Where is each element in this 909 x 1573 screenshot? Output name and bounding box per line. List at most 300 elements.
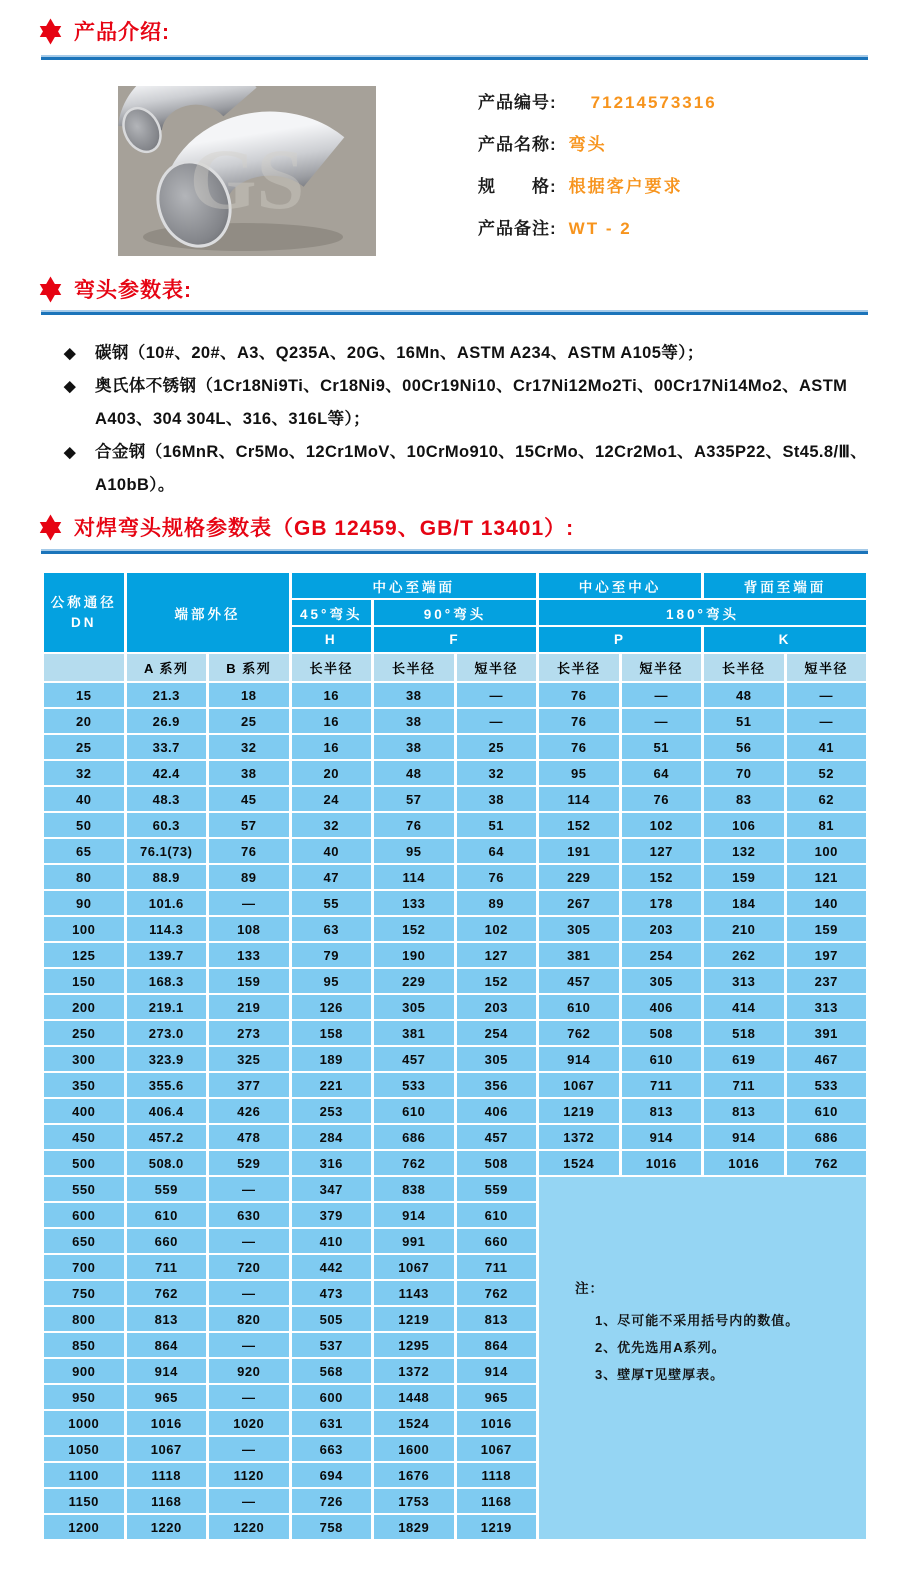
notes-cell — [539, 1177, 866, 1539]
table-cell: 70 — [704, 761, 784, 785]
table-row — [44, 917, 866, 941]
table-cell: 76 — [622, 787, 702, 811]
table-cell: 89 — [457, 891, 537, 915]
table-cell: 1016 — [457, 1411, 537, 1435]
table-cell: 473 — [292, 1281, 372, 1305]
subheader-short-radius: 短半径 — [457, 654, 537, 681]
table-row — [44, 1099, 866, 1123]
table-cell: 457 — [457, 1125, 537, 1149]
table-cell: 25 — [209, 709, 289, 733]
spec-table-body — [44, 683, 866, 1539]
table-cell: 813 — [704, 1099, 784, 1123]
table-cell: 1220 — [127, 1515, 207, 1539]
table-cell: 50 — [44, 813, 124, 837]
table-cell: 850 — [44, 1333, 124, 1357]
table-cell: 95 — [292, 969, 372, 993]
col-header-dn-line1: 公称通径 — [50, 594, 117, 610]
table-cell: 1067 — [127, 1437, 207, 1461]
material-text: 奥氏体不锈钢（1Cr18Ni9Ti、Cr18Ni9、00Cr19Ni10、Cr17Ni12Mo2Ti、00Cr17Ni14Mo2、ASTM A403、304 304L、316、316L等）； — [95, 377, 848, 428]
table-cell: 51 — [704, 709, 784, 733]
table-cell: 467 — [787, 1047, 867, 1071]
table-cell: 132 — [704, 839, 784, 863]
section-heading-params — [38, 274, 192, 304]
field-label: 产品备注: — [478, 219, 557, 238]
table-cell: 610 — [457, 1203, 537, 1227]
table-row — [44, 1151, 866, 1175]
table-cell: 1524 — [539, 1151, 619, 1175]
table-cell: 505 — [292, 1307, 372, 1331]
table-cell: 1118 — [127, 1463, 207, 1487]
note-item: 3、壁厚T见壁厚表。 — [595, 1367, 725, 1382]
table-cell: 381 — [539, 943, 619, 967]
table-cell: 1100 — [44, 1463, 124, 1487]
table-cell: 229 — [374, 969, 454, 993]
table-cell: 32 — [209, 735, 289, 759]
table-cell: 184 — [704, 891, 784, 915]
table-cell: 125 — [44, 943, 124, 967]
table-cell: 355.6 — [127, 1073, 207, 1097]
subheader-long-radius: 长半径 — [704, 654, 784, 681]
table-cell: 610 — [374, 1099, 454, 1123]
table-cell: 750 — [44, 1281, 124, 1305]
table-cell: 152 — [622, 865, 702, 889]
table-cell: 189 — [292, 1047, 372, 1071]
table-cell: 619 — [704, 1047, 784, 1071]
table-cell: 254 — [622, 943, 702, 967]
table-cell: 762 — [539, 1021, 619, 1045]
table-cell: 820 — [209, 1307, 289, 1331]
table-cell: 40 — [292, 839, 372, 863]
table-cell: 610 — [622, 1047, 702, 1071]
table-cell: 42.4 — [127, 761, 207, 785]
col-header-elbow-180: 180°弯头 — [539, 600, 866, 625]
table-row — [44, 865, 866, 889]
table-cell: 813 — [622, 1099, 702, 1123]
table-cell: 900 — [44, 1359, 124, 1383]
field-label: 规 格: — [478, 177, 557, 196]
table-cell: 64 — [457, 839, 537, 863]
table-cell: 1219 — [374, 1307, 454, 1331]
table-cell: 38 — [457, 787, 537, 811]
table-row — [44, 891, 866, 915]
table-cell: 711 — [622, 1073, 702, 1097]
col-header-back-to-end: 背面至端面 — [704, 573, 866, 598]
subheader-short-radius: 短半径 — [787, 654, 867, 681]
table-cell: 79 — [292, 943, 372, 967]
table-cell: 219.1 — [127, 995, 207, 1019]
table-cell: 414 — [704, 995, 784, 1019]
table-cell: 140 — [787, 891, 867, 915]
field-value: 弯头 — [568, 135, 607, 154]
col-header-center-to-center: 中心至中心 — [539, 573, 701, 598]
table-cell: 126 — [292, 995, 372, 1019]
table-cell: 20 — [292, 761, 372, 785]
subheader-series-a: A 系列 — [127, 654, 207, 681]
table-cell: 426 — [209, 1099, 289, 1123]
table-cell: 152 — [374, 917, 454, 941]
table-cell: 48 — [374, 761, 454, 785]
table-cell: 16 — [292, 709, 372, 733]
table-cell: 914 — [127, 1359, 207, 1383]
table-cell: 1067 — [457, 1437, 537, 1461]
table-cell: 102 — [457, 917, 537, 941]
table-cell: 1016 — [704, 1151, 784, 1175]
table-cell: 76 — [374, 813, 454, 837]
table-cell: 356 — [457, 1073, 537, 1097]
table-cell: 114.3 — [127, 917, 207, 941]
elbow-photo-graphic — [118, 86, 376, 256]
field-value: 根据客户要求 — [568, 177, 683, 196]
subheader-long-radius: 长半径 — [539, 654, 619, 681]
table-cell: 631 — [292, 1411, 372, 1435]
table-row — [44, 787, 866, 811]
table-cell: 95 — [539, 761, 619, 785]
table-cell: — — [209, 1385, 289, 1409]
notes-title: 注： — [575, 1281, 604, 1296]
materials-list — [62, 337, 868, 502]
table-subheader-row — [44, 654, 866, 681]
table-cell: 711 — [704, 1073, 784, 1097]
col-header-elbow-90: 90°弯头 — [374, 600, 536, 625]
table-cell: 20 — [44, 709, 124, 733]
table-cell: 51 — [622, 735, 702, 759]
table-cell: 40 — [44, 787, 124, 811]
table-cell: 76 — [539, 709, 619, 733]
table-cell: 24 — [292, 787, 372, 811]
section-heading-intro — [38, 16, 170, 46]
table-cell: 410 — [292, 1229, 372, 1253]
table-cell: 25 — [457, 735, 537, 759]
star-icon — [38, 514, 63, 541]
field-label: 产品名称: — [478, 135, 557, 154]
table-cell: — — [622, 683, 702, 707]
table-cell: 80 — [44, 865, 124, 889]
diamond-bullet-icon: ◆ — [64, 378, 76, 395]
table-cell: 47 — [292, 865, 372, 889]
col-header-dn-line2: DN — [71, 614, 97, 630]
table-cell: 508 — [457, 1151, 537, 1175]
table-cell: 313 — [787, 995, 867, 1019]
table-cell: 442 — [292, 1255, 372, 1279]
table-cell: 313 — [704, 969, 784, 993]
material-text: 合金钢（16MnR、Cr5Mo、12Cr1MoV、10CrMo910、15CrMo、12Cr2Mo1、A335P22、St45.8/Ⅲ、A10bB）。 — [95, 443, 868, 494]
note-item: 1、尽可能不采用括号内的数值。 — [595, 1313, 800, 1328]
field-row — [478, 130, 717, 154]
table-cell: 1372 — [374, 1359, 454, 1383]
table-cell: 221 — [292, 1073, 372, 1097]
section-heading-spec — [38, 512, 574, 542]
table-cell: 533 — [787, 1073, 867, 1097]
field-row — [478, 214, 717, 238]
table-cell: 200 — [44, 995, 124, 1019]
table-cell: 114 — [374, 865, 454, 889]
table-cell: 1067 — [539, 1073, 619, 1097]
table-cell: 400 — [44, 1099, 124, 1123]
table-cell: 32 — [44, 761, 124, 785]
table-cell: 76 — [457, 865, 537, 889]
product-photo — [118, 86, 376, 256]
table-cell: 237 — [787, 969, 867, 993]
table-cell: 273.0 — [127, 1021, 207, 1045]
table-cell: 52 — [787, 761, 867, 785]
table-cell: 1000 — [44, 1411, 124, 1435]
col-header-dn — [44, 573, 124, 652]
table-cell: — — [209, 1333, 289, 1357]
table-cell: — — [209, 1437, 289, 1461]
table-cell: 1448 — [374, 1385, 454, 1409]
table-cell: 406 — [457, 1099, 537, 1123]
table-cell: 76 — [539, 683, 619, 707]
subheader-long-radius: 长半径 — [292, 654, 372, 681]
note-item: 2、优先选用A系列。 — [595, 1340, 726, 1355]
table-cell: 90 — [44, 891, 124, 915]
table-cell: 76 — [539, 735, 619, 759]
col-header-f: F — [374, 627, 536, 652]
table-cell: 686 — [374, 1125, 454, 1149]
table-cell: 305 — [374, 995, 454, 1019]
table-cell: 219 — [209, 995, 289, 1019]
table-cell: 273 — [209, 1021, 289, 1045]
table-cell: 168.3 — [127, 969, 207, 993]
table-cell: 114 — [539, 787, 619, 811]
table-cell: 650 — [44, 1229, 124, 1253]
table-cell: 694 — [292, 1463, 372, 1487]
table-cell: 406.4 — [127, 1099, 207, 1123]
table-cell: 152 — [457, 969, 537, 993]
table-cell: 121 — [787, 865, 867, 889]
subheader-series-b: B 系列 — [209, 654, 289, 681]
table-cell: 158 — [292, 1021, 372, 1045]
table-cell: 25 — [44, 735, 124, 759]
table-cell: 48.3 — [127, 787, 207, 811]
table-cell: 500 — [44, 1151, 124, 1175]
table-row — [44, 1177, 866, 1201]
table-cell: 568 — [292, 1359, 372, 1383]
table-cell: 450 — [44, 1125, 124, 1149]
table-cell: 350 — [44, 1073, 124, 1097]
table-cell: — — [457, 709, 537, 733]
field-row — [478, 88, 717, 112]
table-cell: 81 — [787, 813, 867, 837]
table-cell: 391 — [787, 1021, 867, 1045]
table-row — [44, 709, 866, 733]
table-cell: 762 — [787, 1151, 867, 1175]
table-cell: 267 — [539, 891, 619, 915]
table-cell: — — [209, 1229, 289, 1253]
table-row — [44, 683, 866, 707]
table-cell: 305 — [539, 917, 619, 941]
table-cell: — — [209, 1281, 289, 1305]
table-cell: 686 — [787, 1125, 867, 1149]
table-cell: 518 — [704, 1021, 784, 1045]
table-cell: 550 — [44, 1177, 124, 1201]
table-cell: 600 — [292, 1385, 372, 1409]
table-cell: 457.2 — [127, 1125, 207, 1149]
table-cell: 965 — [457, 1385, 537, 1409]
table-cell: 700 — [44, 1255, 124, 1279]
table-cell: 108 — [209, 917, 289, 941]
material-item — [62, 337, 868, 370]
watermark-text: GS — [189, 131, 305, 227]
table-cell: 62 — [787, 787, 867, 811]
table-cell: 16 — [292, 735, 372, 759]
table-cell: 127 — [622, 839, 702, 863]
table-cell: 864 — [127, 1333, 207, 1357]
table-cell: 106 — [704, 813, 784, 837]
table-cell: 41 — [787, 735, 867, 759]
table-cell: 63 — [292, 917, 372, 941]
table-cell: 191 — [539, 839, 619, 863]
table-cell: 838 — [374, 1177, 454, 1201]
table-cell: 305 — [622, 969, 702, 993]
table-cell: 762 — [127, 1281, 207, 1305]
table-cell: 1524 — [374, 1411, 454, 1435]
table-cell: 864 — [457, 1333, 537, 1357]
table-cell: — — [787, 709, 867, 733]
table-cell: 610 — [539, 995, 619, 1019]
table-cell: 508 — [622, 1021, 702, 1045]
table-cell: 56 — [704, 735, 784, 759]
table-cell: 663 — [292, 1437, 372, 1461]
table-cell: 762 — [374, 1151, 454, 1175]
table-cell: 1020 — [209, 1411, 289, 1435]
table-cell: 377 — [209, 1073, 289, 1097]
col-header-elbow-45: 45°弯头 — [292, 600, 372, 625]
table-cell: 1120 — [209, 1463, 289, 1487]
field-row — [478, 172, 717, 196]
table-cell: 159 — [209, 969, 289, 993]
table-cell: 1168 — [127, 1489, 207, 1513]
table-cell: 457 — [539, 969, 619, 993]
table-cell: 250 — [44, 1021, 124, 1045]
table-cell: 914 — [374, 1203, 454, 1227]
table-cell: 1220 — [209, 1515, 289, 1539]
table-cell: 253 — [292, 1099, 372, 1123]
table-cell: 559 — [457, 1177, 537, 1201]
star-icon — [38, 18, 63, 45]
table-cell: 190 — [374, 943, 454, 967]
product-fields — [478, 88, 717, 256]
table-cell: 800 — [44, 1307, 124, 1331]
table-cell: 57 — [209, 813, 289, 837]
table-cell: 1200 — [44, 1515, 124, 1539]
table-row — [44, 761, 866, 785]
table-cell: 254 — [457, 1021, 537, 1045]
notes — [539, 1177, 866, 1388]
table-cell: 21.3 — [127, 683, 207, 707]
table-cell: 133 — [209, 943, 289, 967]
table-cell: 726 — [292, 1489, 372, 1513]
table-cell: 197 — [787, 943, 867, 967]
material-text: 碳钢（10#、20#、A3、Q235A、20G、16Mn、ASTM A234、ASTM A105等）； — [95, 344, 704, 362]
table-cell: 60.3 — [127, 813, 207, 837]
table-cell: — — [209, 1177, 289, 1201]
diamond-bullet-icon: ◆ — [64, 345, 76, 362]
table-cell: 537 — [292, 1333, 372, 1357]
divider — [41, 310, 868, 315]
subheader-long-radius: 长半径 — [374, 654, 454, 681]
table-cell: 533 — [374, 1073, 454, 1097]
table-cell: 1016 — [127, 1411, 207, 1435]
subheader-short-radius: 短半径 — [622, 654, 702, 681]
table-cell: 1143 — [374, 1281, 454, 1305]
table-cell: — — [209, 891, 289, 915]
table-row — [44, 1073, 866, 1097]
col-header-p: P — [539, 627, 701, 652]
table-cell: 600 — [44, 1203, 124, 1227]
table-cell: 1829 — [374, 1515, 454, 1539]
section-title-intro: 产品介绍: — [74, 21, 170, 44]
subheader-empty-cell — [44, 654, 124, 681]
table-cell: 610 — [127, 1203, 207, 1227]
table-cell: 305 — [457, 1047, 537, 1071]
table-cell: 76 — [209, 839, 289, 863]
table-row — [44, 1047, 866, 1071]
table-cell: — — [209, 1489, 289, 1513]
table-cell: — — [622, 709, 702, 733]
table-cell: 32 — [457, 761, 537, 785]
table-cell: 229 — [539, 865, 619, 889]
table-cell: 178 — [622, 891, 702, 915]
section-title-params: 弯头参数表: — [74, 279, 192, 302]
table-cell: 88.9 — [127, 865, 207, 889]
table-cell: 457 — [374, 1047, 454, 1071]
table-cell: 758 — [292, 1515, 372, 1539]
table-cell: 38 — [374, 735, 454, 759]
col-header-end-outer-diameter: 端部外径 — [127, 573, 289, 652]
table-row — [44, 839, 866, 863]
table-cell: 1676 — [374, 1463, 454, 1487]
spec-table — [41, 571, 869, 1541]
table-cell: 95 — [374, 839, 454, 863]
table-cell: 1118 — [457, 1463, 537, 1487]
table-cell: 347 — [292, 1177, 372, 1201]
table-cell: 51 — [457, 813, 537, 837]
table-cell: 508.0 — [127, 1151, 207, 1175]
table-cell: 18 — [209, 683, 289, 707]
table-cell: 1016 — [622, 1151, 702, 1175]
table-cell: 529 — [209, 1151, 289, 1175]
table-cell: 100 — [787, 839, 867, 863]
table-row — [44, 969, 866, 993]
table-cell: 316 — [292, 1151, 372, 1175]
table-row — [44, 735, 866, 759]
table-cell: 1753 — [374, 1489, 454, 1513]
table-cell: 38 — [374, 683, 454, 707]
field-value: WT - 2 — [568, 219, 632, 238]
table-cell: 64 — [622, 761, 702, 785]
table-cell: 813 — [127, 1307, 207, 1331]
table-cell: 1372 — [539, 1125, 619, 1149]
table-cell: 660 — [127, 1229, 207, 1253]
table-cell: 159 — [787, 917, 867, 941]
table-cell: 38 — [374, 709, 454, 733]
table-cell: 1067 — [374, 1255, 454, 1279]
table-cell: 1150 — [44, 1489, 124, 1513]
table-cell: 38 — [209, 761, 289, 785]
table-cell: 26.9 — [127, 709, 207, 733]
table-cell: 55 — [292, 891, 372, 915]
table-cell: 323.9 — [127, 1047, 207, 1071]
material-item — [62, 436, 868, 502]
table-row — [44, 995, 866, 1019]
table-cell: 559 — [127, 1177, 207, 1201]
table-cell: 1219 — [457, 1515, 537, 1539]
diamond-bullet-icon: ◆ — [64, 444, 76, 461]
table-cell: 89 — [209, 865, 289, 889]
divider — [41, 55, 868, 60]
table-cell: — — [457, 683, 537, 707]
